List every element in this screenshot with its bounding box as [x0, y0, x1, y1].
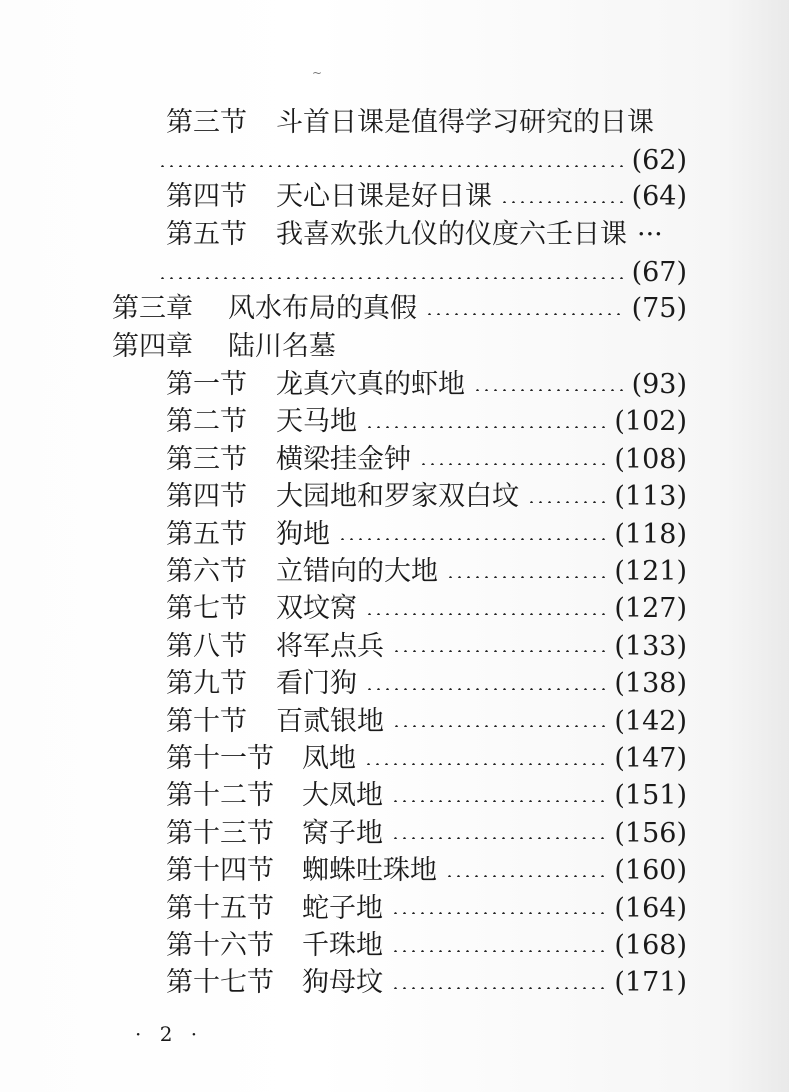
- section-title: 斗首日课是值得学习研究的日课: [276, 107, 654, 138]
- dot-leader: [391, 800, 606, 802]
- toc-entry: [0, 403, 789, 440]
- section-title: 天马地: [276, 406, 357, 438]
- dot-leader: [392, 650, 606, 652]
- section-label: 第九节: [166, 668, 247, 700]
- section-label: 第六节: [166, 556, 247, 587]
- header-mark: ~: [312, 66, 323, 80]
- dot-leader: [391, 912, 606, 914]
- section-label: 第五节: [166, 219, 247, 250]
- toc-chapter: [0, 290, 789, 327]
- toc-entry: [0, 366, 789, 403]
- page-number: · 2 ·: [135, 1022, 204, 1046]
- section-title: 凤地: [302, 743, 356, 774]
- section-label: 第一节: [166, 369, 247, 400]
- section-title: 百贰银地: [276, 705, 384, 737]
- toc-entry: [0, 777, 789, 814]
- toc-entry: [0, 216, 789, 253]
- page-ref: (147): [614, 743, 687, 774]
- section-title: 将军点兵: [276, 630, 384, 662]
- toc-entry-continuation: [0, 254, 789, 291]
- page-ref: (127): [614, 593, 687, 625]
- section-title: 蜘蛛吐珠地: [302, 855, 437, 887]
- section-label: 第七节: [166, 593, 247, 625]
- page-ref: (108): [614, 443, 687, 475]
- section-title: 蛇子地: [302, 892, 383, 924]
- section-title: 狗地: [276, 518, 330, 550]
- chapter-title: 陆川名墓: [228, 331, 336, 362]
- dot-leader: [158, 277, 624, 279]
- toc-entry: [0, 703, 789, 740]
- dot-leader: [158, 165, 624, 167]
- section-label: 第十节: [166, 705, 247, 737]
- section-title: 大凤地: [302, 780, 383, 812]
- page-ref: (142): [614, 705, 687, 737]
- section-label: 第十七节: [166, 967, 274, 999]
- page-ref: (164): [614, 892, 687, 924]
- section-label: 第十二节: [166, 780, 274, 812]
- dot-leader: [338, 538, 606, 540]
- toc-entry: [0, 927, 789, 964]
- section-label: 第十三节: [166, 817, 274, 849]
- page-ref: (151): [614, 780, 687, 812]
- page-ref: (133): [614, 630, 687, 662]
- section-label: 第四节: [166, 181, 247, 212]
- toc-entry: [0, 964, 789, 1001]
- section-title: 我喜欢张九仪的仪度六壬日课: [276, 219, 627, 250]
- dot-leader: [445, 875, 606, 877]
- page-ref: (156): [614, 817, 687, 849]
- page-ref: (171): [614, 967, 687, 999]
- page-ref: (62): [631, 145, 687, 176]
- section-label: 第十一节: [166, 743, 274, 774]
- dot-leader: [391, 950, 606, 952]
- section-label: 第五节: [166, 518, 247, 550]
- toc-entry: [0, 852, 789, 889]
- section-title: 看门狗: [276, 668, 357, 700]
- section-label: 第三节: [166, 107, 247, 138]
- page-ref: (75): [631, 293, 687, 324]
- toc-entry: [0, 815, 789, 852]
- toc-entry: [0, 590, 789, 627]
- toc-entry: [0, 516, 789, 553]
- toc-entry: [0, 890, 789, 927]
- dot-leader: [419, 463, 606, 465]
- page-ref: (64): [631, 181, 687, 212]
- page-ref: (113): [614, 481, 687, 513]
- section-label: 第十四节: [166, 855, 274, 887]
- dot-leader: [425, 313, 624, 315]
- section-title: 大园地和罗家双白坟: [276, 481, 519, 513]
- page-ref: (102): [614, 406, 687, 438]
- page-ref: (168): [614, 930, 687, 961]
- dot-leader: [365, 613, 606, 615]
- section-title: 天心日课是好日课: [276, 181, 492, 212]
- dot-leader: [365, 426, 606, 428]
- dot-leader: [527, 501, 606, 503]
- dot-leader: [392, 725, 606, 727]
- dot-leader: [365, 688, 606, 690]
- dot-leader: [364, 763, 606, 765]
- chapter-label: 第四章: [112, 331, 193, 362]
- section-label: 第十五节: [166, 892, 274, 924]
- toc-entry: [0, 553, 789, 590]
- toc-entry: [0, 740, 789, 777]
- toc-entry-continuation: [0, 142, 789, 179]
- section-title: 横梁挂金钟: [276, 443, 411, 475]
- dot-leader: [446, 576, 606, 578]
- page-ref: (67): [631, 257, 687, 288]
- toc-entry: [0, 178, 789, 215]
- toc-entry: [0, 478, 789, 515]
- page-ref: (121): [614, 556, 687, 587]
- section-label: 第八节: [166, 630, 247, 662]
- page-ref: (138): [614, 668, 687, 700]
- toc-chapter: [0, 328, 789, 365]
- dot-leader: [391, 837, 606, 839]
- toc-entry: [0, 104, 789, 141]
- toc-entry: [0, 628, 789, 665]
- section-title: 千珠地: [302, 930, 383, 961]
- trailing-ellipsis: ···: [637, 219, 663, 250]
- chapter-label: 第三章: [112, 293, 193, 324]
- section-title: 立错向的大地: [276, 556, 438, 587]
- dot-leader: [500, 201, 624, 203]
- section-title: 双坟窝: [276, 593, 357, 625]
- section-title: 狗母坟: [302, 967, 383, 999]
- section-label: 第十六节: [166, 930, 274, 961]
- page-ref: (160): [614, 855, 687, 887]
- page-ref: (93): [631, 369, 687, 400]
- section-label: 第四节: [166, 481, 247, 513]
- toc-entry: [0, 665, 789, 702]
- section-label: 第二节: [166, 406, 247, 438]
- dot-leader: [391, 987, 606, 989]
- section-label: 第三节: [166, 443, 247, 475]
- section-title: 龙真穴真的虾地: [276, 369, 465, 400]
- section-title: 窝子地: [302, 817, 383, 849]
- dot-leader: [473, 389, 624, 391]
- toc-entry: [0, 441, 789, 478]
- chapter-title: 风水布局的真假: [228, 293, 417, 324]
- page-ref: (118): [614, 518, 687, 550]
